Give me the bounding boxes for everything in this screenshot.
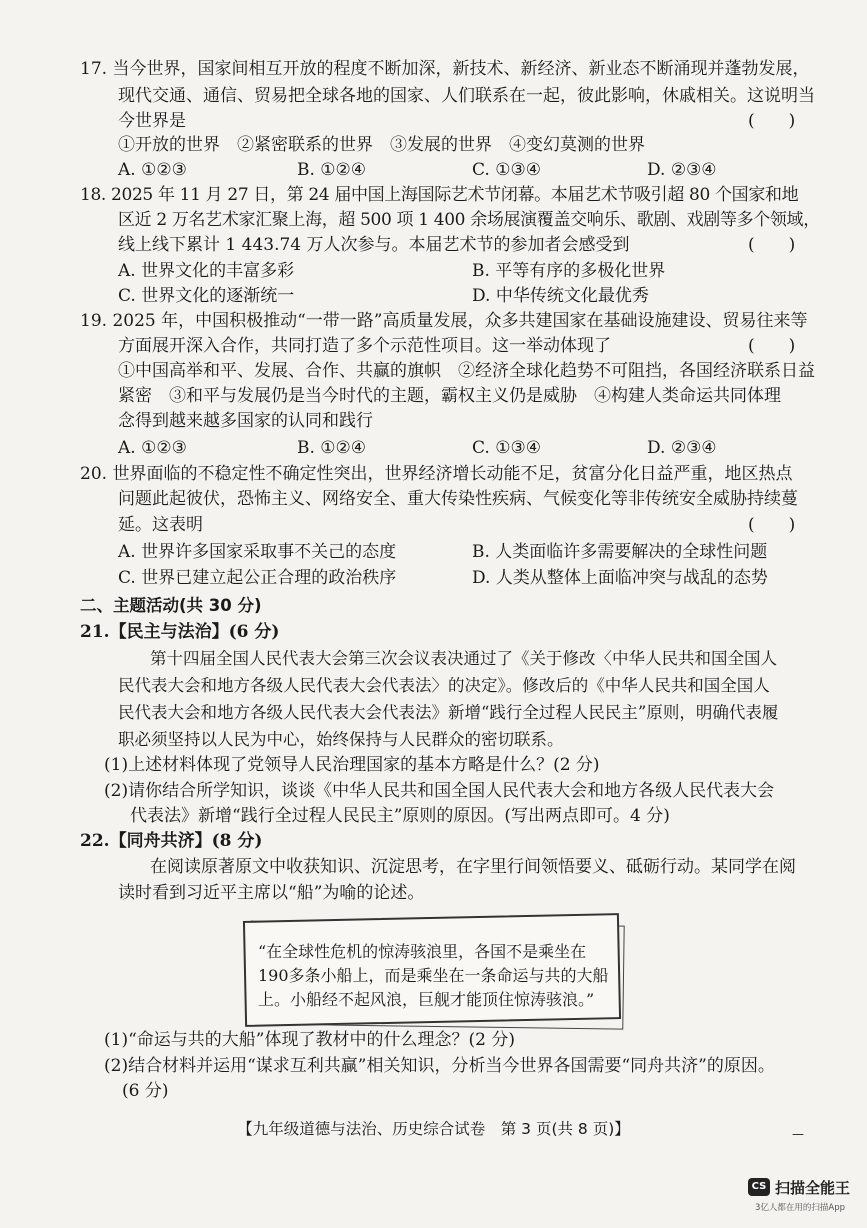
q20-option-b: B. 人类面临许多需要解决的全球性问题 xyxy=(472,542,768,562)
xi-quote: “在全球性危机的惊涛骇浪里，各国不是乘坐在190多条小船上，而是乘坐在一条命运与共的大船上。小船经不起风浪，巨舰才能顶住惊涛骇浪。” xyxy=(258,942,609,1009)
q18-option-c: C. 世界文化的逐渐统一 xyxy=(118,286,295,306)
q21-subquestion-2b: 代表法》新增“践行全过程人民民主”原则的原因。(写出两点即可。4 分) xyxy=(130,806,670,826)
q20-option-c: C. 世界已建立起公正合理的政治秩序 xyxy=(118,568,397,588)
q21-material-line4: 职必须坚持以人民为中心，始终保持与人民群众的密切联系。 xyxy=(118,730,564,749)
q20-option-a: A. 世界许多国家采取事不关己的态度 xyxy=(118,542,397,562)
q20-option-d: D. 人类从整体上面临冲突与战乱的态势 xyxy=(472,568,768,588)
q17-statements: ①开放的世界 ②紧密联系的世界 ③发展的世界 ④变幻莫测的世界 xyxy=(118,135,645,155)
q20-line2: 问题此起彼伏，恐怖主义、网络安全、重大传染性疾病、气候变化等非传统安全威胁持续蔓 xyxy=(118,489,798,509)
q17-line3: 今世界是 xyxy=(118,111,186,131)
page-footer: 【九年级道德与法治、历史综合试卷 第 3 页(共 8 页)】 xyxy=(237,1120,630,1138)
q21-material-line2: 民代表大会和地方各级人民代表大会代表法〉的决定》。修改后的《中华人民共和国全国人 xyxy=(118,676,770,695)
q18-line3: 线上线下累计 1 443.74 万人次参与。本届艺术节的参加者会感受到 xyxy=(118,235,630,255)
section-heading: 二、主题活动(共 30 分) xyxy=(80,596,262,615)
q18-option-b: B. 平等有序的多极化世界 xyxy=(472,261,666,281)
q20-answer-paren: ( ) xyxy=(748,515,796,535)
camscanner-name: 扫描全能王 xyxy=(775,1179,851,1197)
q17-answer-paren: ( ) xyxy=(748,111,796,131)
q17-option-b: B. ①②④ xyxy=(297,160,367,180)
q20-line3: 延。这表明 xyxy=(118,515,203,535)
q19-option-a: A. ①②③ xyxy=(118,438,187,458)
q18-option-a: A. 世界文化的丰富多彩 xyxy=(118,261,295,281)
q19-answer-paren: ( ) xyxy=(748,336,796,356)
q19-option-b: B. ①②④ xyxy=(297,438,367,458)
q21-subquestion-1: (1)上述材料体现了党领导人民治理国家的基本方略是什么？(2 分) xyxy=(104,755,600,775)
q17-line1: 17. 当今世界，国家间相互开放的程度不断加深，新技术、新经济、新业态不断涌现并蓬勃发展， xyxy=(80,59,810,79)
q19-statement-line2: 紧密 ③和平与发展仍是当今时代的主题，霸权主义仍是威胁 ④构建人类命运共同体理 xyxy=(118,386,781,406)
q21-material-line3: 民代表大会和地方各级人民代表大会代表法》新增“践行全过程人民民主”原则，明确代表履 xyxy=(118,703,779,722)
q22-material-line1: 在阅读原著原文中收获知识、沉淀思考，在字里行间领悟要义、砥砺行动。某同学在阅 xyxy=(150,857,796,877)
q22-subquestion-2b: (6 分) xyxy=(122,1081,169,1101)
q19-option-c: C. ①③④ xyxy=(472,438,541,458)
q18-answer-paren: ( ) xyxy=(748,235,796,255)
camscanner-tagline: 3亿人都在用的扫描App xyxy=(755,1203,846,1213)
q21-title: 21.【民主与法治】(6 分) xyxy=(80,622,280,642)
camscanner-logo: CS xyxy=(748,1178,770,1196)
q22-title: 22.【同舟共济】(8 分) xyxy=(80,831,263,851)
q19-line1: 19. 2025 年，中国积极推动“一带一路”高质量发展，众多共建国家在基础设施建设、贸易往来等 xyxy=(80,311,808,331)
q19-line2: 方面展开深入合作，共同打造了多个示范性项目。这一举动体现了 xyxy=(118,336,611,356)
footer-mark: — xyxy=(792,1127,804,1141)
q22-subquestion-1: (1)“命运与共的大船”体现了教材中的什么理念？(2 分) xyxy=(104,1030,515,1050)
q18-line1: 18. 2025 年 11 月 27 日，第 24 届中国上海国际艺术节闭幕。本届艺术节吸引超 80 个国家和地 xyxy=(80,185,799,205)
q17-line2: 现代交通、通信、贸易把全球各地的国家、人们联系在一起，彼此影响，休戚相关。这说明当 xyxy=(118,86,815,106)
q17-option-d: D. ②③④ xyxy=(647,160,717,180)
q19-option-d: D. ②③④ xyxy=(647,438,717,458)
q21-material-line1: 第十四届全国人民代表大会第三次会议表决通过了《关于修改〈中华人民共和国全国人 xyxy=(150,649,777,668)
q17-option-c: C. ①③④ xyxy=(472,160,541,180)
q18-option-d: D. 中华传统文化最优秀 xyxy=(472,286,649,306)
q21-subquestion-2a: (2)请你结合所学知识，谈谈《中华人民共和国全国人民代表大会和地方各级人民代表大会 xyxy=(104,781,775,801)
q17-option-a: A. ①②③ xyxy=(118,160,187,180)
q19-statement-line1: ①中国高举和平、发展、合作、共赢的旗帜 ②经济全球化趋势不可阻挡，各国经济联系日益 xyxy=(118,361,815,381)
q20-line1: 20. 世界面临的不稳定性不确定性突出，世界经济增长动能不足，贫富分化日益严重，地区热点 xyxy=(80,464,793,484)
q19-statement-line3: 念得到越来越多国家的认同和践行 xyxy=(118,411,373,431)
q18-line2: 区近 2 万名艺术家汇聚上海，超 500 项 1 400 余场展演覆盖交响乐、歌剧、戏剧等多个领域， xyxy=(118,210,820,230)
q22-material-line2: 读时看到习近平主席以“船”为喻的论述。 xyxy=(118,883,425,903)
q22-subquestion-2a: (2)结合材料并运用“谋求互利共赢”相关知识，分析当今世界各国需要“同舟共济”的原因。 xyxy=(104,1056,775,1076)
